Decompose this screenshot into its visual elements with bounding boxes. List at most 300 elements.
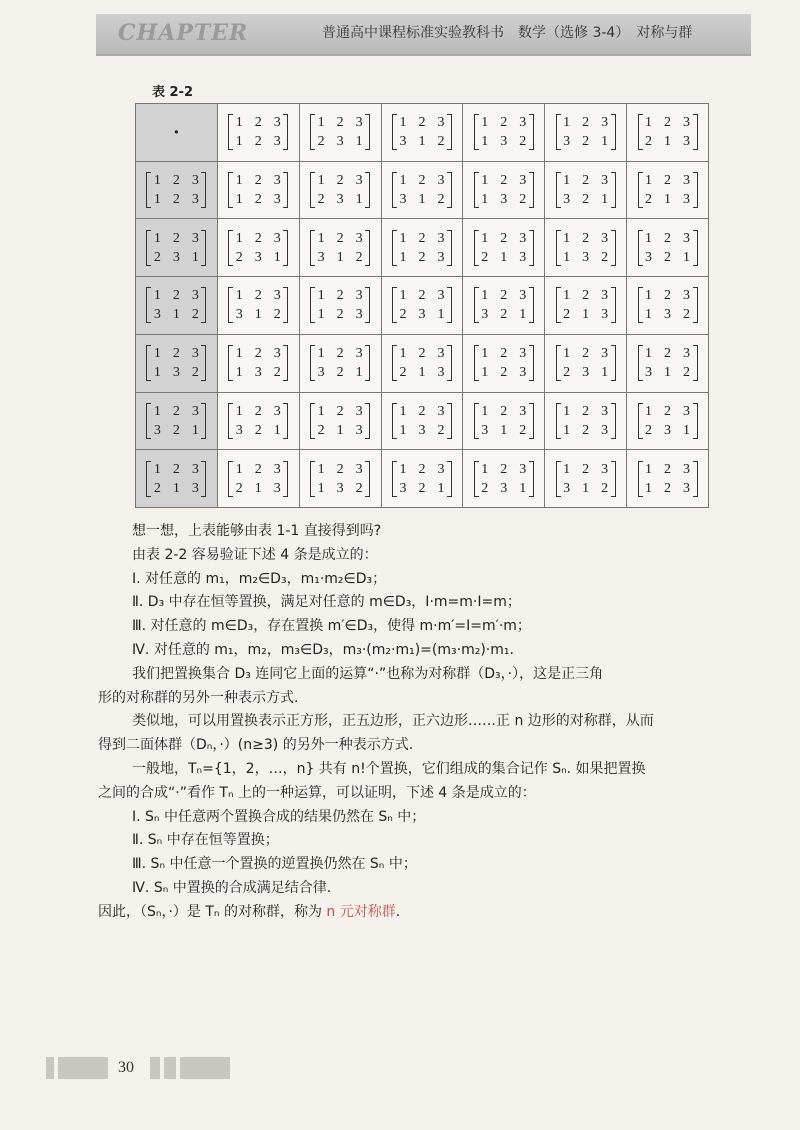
perm-entry: 1: [418, 365, 426, 381]
perm-entry: 3: [664, 307, 672, 323]
perm-top-row: [399, 286, 445, 305]
perm-entry: 2: [418, 403, 426, 419]
perm-entry: 1: [317, 288, 325, 304]
perm-entry: 1: [563, 115, 571, 131]
perm-top-row: [563, 460, 609, 479]
perm-entry: 2: [437, 192, 445, 208]
perm-entry: 3: [273, 346, 281, 362]
perm-top-row: [481, 113, 527, 132]
perm-bottom-row: [481, 305, 527, 324]
perm-entry: 3: [254, 249, 262, 265]
perm-top-row: [235, 286, 281, 305]
column-header-cell: [217, 104, 299, 162]
product-permutation: [228, 171, 288, 209]
perm-entry: 3: [683, 461, 691, 477]
table-cell: [545, 334, 627, 392]
conclusion-text: 因此，（Sₙ，·）是 Tₙ 的对称群，称为: [98, 903, 327, 920]
perm-entry: 3: [437, 173, 445, 189]
perm-entry: 1: [500, 249, 508, 265]
perm-entry: 3: [355, 288, 363, 304]
perm-entry: 3: [601, 173, 609, 189]
perm-entry: 2: [500, 115, 508, 131]
perm-entry: 2: [601, 249, 609, 265]
perm-entry: 2: [418, 461, 426, 477]
perm-entry: 1: [645, 480, 653, 496]
perm-entry: 1: [500, 422, 508, 438]
perm-bottom-row: [153, 305, 199, 324]
product-permutation: [310, 229, 370, 267]
perm-entry: 3: [336, 134, 344, 150]
product-permutation: [392, 402, 452, 440]
perm-entry: 1: [563, 422, 571, 438]
perm-top-row: [399, 113, 445, 132]
row-header-permutation: [146, 171, 206, 209]
row-header-cell: [136, 334, 218, 392]
perm-entry: 1: [235, 230, 243, 246]
perm-entry: 2: [418, 346, 426, 362]
perm-top-row: [399, 171, 445, 190]
perm-entry: 2: [153, 480, 161, 496]
perm-entry: 3: [683, 403, 691, 419]
table-cell: [381, 277, 463, 335]
perm-entry: 3: [437, 346, 445, 362]
perm-top-row: [563, 113, 609, 132]
perm-entry: 2: [336, 307, 344, 323]
perm-entry: 1: [683, 422, 691, 438]
perm-bottom-row: [235, 132, 281, 151]
product-permutation: [228, 402, 288, 440]
perm-top-row: [153, 402, 199, 421]
perm-entry: 2: [664, 480, 672, 496]
perm-bottom-row: [645, 479, 691, 498]
perm-top-row: [235, 402, 281, 421]
table-row: [136, 392, 709, 450]
table-cell: [463, 161, 545, 219]
perm-entry: 2: [235, 480, 243, 496]
perm-entry: 3: [355, 346, 363, 362]
perm-entry: 3: [355, 173, 363, 189]
column-header-permutation: [228, 113, 288, 151]
perm-entry: 1: [317, 115, 325, 131]
perm-entry: 2: [172, 461, 180, 477]
product-permutation: [228, 460, 288, 498]
perm-entry: 1: [601, 134, 609, 150]
perm-top-row: [481, 344, 527, 363]
table-cell: [545, 392, 627, 450]
perm-top-row: [153, 460, 199, 479]
perm-entry: 2: [254, 192, 262, 208]
list-item: Ⅰ. Sₙ 中任意两个置换合成的结果仍然在 Sₙ 中；: [132, 808, 426, 825]
perm-bottom-row: [153, 479, 199, 498]
perm-entry: 1: [683, 249, 691, 265]
table-cell: [627, 219, 709, 277]
footer-block: [58, 1057, 108, 1079]
perm-entry: 2: [153, 249, 161, 265]
cayley-table: [135, 103, 709, 508]
row-header-cell: [136, 161, 218, 219]
perm-entry: 1: [645, 230, 653, 246]
perm-entry: 2: [664, 173, 672, 189]
paragraph: 一般地，Tₙ={1，2，…，n} 共有 n!个置换，它们组成的集合记作 Sₙ. 如果把置换: [132, 760, 646, 777]
perm-entry: 3: [437, 461, 445, 477]
perm-entry: 3: [273, 173, 281, 189]
table-cell: [299, 161, 381, 219]
table-cell: [381, 161, 463, 219]
table-cell: [217, 161, 299, 219]
perm-entry: 3: [273, 230, 281, 246]
list-item: Ⅱ. Sₙ 中存在恒等置换；: [132, 832, 279, 849]
perm-entry: 3: [582, 365, 590, 381]
operator-symbol: ·: [173, 121, 180, 143]
perm-entry: 1: [481, 288, 489, 304]
perm-entry: 2: [582, 422, 590, 438]
perm-bottom-row: [563, 248, 609, 267]
product-permutation: [474, 402, 534, 440]
perm-bottom-row: [399, 190, 445, 209]
perm-entry: 1: [191, 422, 199, 438]
perm-entry: 2: [336, 461, 344, 477]
perm-entry: 2: [500, 403, 508, 419]
perm-entry: 1: [481, 173, 489, 189]
perm-entry: 3: [191, 288, 199, 304]
perm-entry: 1: [153, 173, 161, 189]
perm-entry: 2: [664, 461, 672, 477]
perm-entry: 3: [519, 461, 527, 477]
perm-entry: 2: [254, 346, 262, 362]
list-item: Ⅱ. D₃ 中存在恒等置换，满足对任意的 m∈D₃，I·m=m·I=m；: [132, 594, 521, 611]
perm-entry: 3: [273, 134, 281, 150]
perm-entry: 1: [153, 365, 161, 381]
table-cell: [381, 450, 463, 508]
perm-entry: 2: [582, 115, 590, 131]
perm-entry: 1: [481, 346, 489, 362]
perm-entry: 1: [273, 249, 281, 265]
row-header-permutation: [146, 344, 206, 382]
perm-top-row: [645, 113, 691, 132]
perm-top-row: [563, 229, 609, 248]
perm-entry: 2: [317, 134, 325, 150]
table-caption: 表 2-2: [152, 85, 194, 100]
perm-entry: 2: [664, 346, 672, 362]
product-permutation: [310, 344, 370, 382]
perm-top-row: [481, 402, 527, 421]
perm-entry: 2: [582, 346, 590, 362]
perm-top-row: [317, 344, 363, 363]
perm-top-row: [645, 344, 691, 363]
product-permutation: [474, 286, 534, 324]
perm-entry: 1: [418, 192, 426, 208]
perm-bottom-row: [481, 132, 527, 151]
perm-entry: 1: [481, 192, 489, 208]
perm-top-row: [563, 344, 609, 363]
perm-bottom-row: [317, 363, 363, 382]
perm-top-row: [399, 402, 445, 421]
perm-bottom-row: [399, 248, 445, 267]
perm-entry: 3: [519, 230, 527, 246]
row-header-cell: [136, 219, 218, 277]
perm-top-row: [645, 171, 691, 190]
perm-entry: 3: [563, 480, 571, 496]
perm-entry: 2: [336, 346, 344, 362]
row-header-permutation: [146, 460, 206, 498]
perm-entry: 1: [519, 307, 527, 323]
perm-entry: 2: [254, 403, 262, 419]
perm-bottom-row: [645, 305, 691, 324]
column-header-permutation: [474, 113, 534, 151]
perm-top-row: [317, 171, 363, 190]
perm-entry: 1: [399, 461, 407, 477]
product-permutation: [392, 460, 452, 498]
perm-entry: 1: [355, 134, 363, 150]
perm-entry: 2: [500, 346, 508, 362]
column-header-permutation: [556, 113, 616, 151]
perm-bottom-row: [481, 479, 527, 498]
column-header-permutation: [392, 113, 452, 151]
perm-entry: 2: [254, 115, 262, 131]
perm-entry: 2: [481, 249, 489, 265]
perm-top-row: [645, 460, 691, 479]
table-corner-cell: [136, 104, 218, 162]
perm-entry: 1: [601, 365, 609, 381]
perm-entry: 3: [481, 307, 489, 323]
perm-entry: 1: [317, 307, 325, 323]
perm-bottom-row: [399, 305, 445, 324]
product-permutation: [228, 229, 288, 267]
perm-entry: 3: [172, 365, 180, 381]
table-cell: [463, 277, 545, 335]
paragraph-conclusion: [98, 901, 718, 925]
perm-bottom-row: [235, 479, 281, 498]
perm-entry: 1: [645, 307, 653, 323]
perm-entry: 2: [601, 480, 609, 496]
perm-entry: 1: [437, 480, 445, 496]
perm-entry: 3: [481, 422, 489, 438]
perm-entry: 2: [664, 230, 672, 246]
perm-entry: 2: [418, 230, 426, 246]
perm-entry: 2: [582, 134, 590, 150]
perm-entry: 1: [153, 403, 161, 419]
table-cell: [381, 392, 463, 450]
perm-bottom-row: [153, 190, 199, 209]
perm-entry: 3: [519, 249, 527, 265]
perm-bottom-row: [399, 132, 445, 151]
perm-top-row: [317, 402, 363, 421]
perm-entry: 2: [254, 422, 262, 438]
perm-entry: 2: [254, 134, 262, 150]
perm-entry: 3: [563, 192, 571, 208]
perm-entry: 1: [399, 288, 407, 304]
table-cell: [463, 450, 545, 508]
perm-top-row: [399, 229, 445, 248]
perm-entry: 1: [582, 307, 590, 323]
perm-entry: 2: [418, 249, 426, 265]
perm-entry: 3: [683, 173, 691, 189]
perm-entry: 3: [191, 461, 199, 477]
perm-entry: 2: [172, 422, 180, 438]
perm-entry: 1: [601, 192, 609, 208]
perm-entry: 2: [418, 115, 426, 131]
perm-entry: 3: [418, 307, 426, 323]
column-header-permutation: [310, 113, 370, 151]
perm-entry: 1: [399, 230, 407, 246]
perm-entry: 2: [582, 403, 590, 419]
table-cell: [627, 161, 709, 219]
product-permutation: [638, 460, 698, 498]
table-cell: [627, 334, 709, 392]
perm-entry: 3: [254, 365, 262, 381]
perm-entry: 2: [500, 365, 508, 381]
perm-entry: 1: [645, 173, 653, 189]
perm-entry: 3: [355, 307, 363, 323]
perm-entry: 1: [235, 134, 243, 150]
perm-entry: 1: [563, 249, 571, 265]
perm-entry: 1: [563, 288, 571, 304]
table-cell: [545, 161, 627, 219]
perm-entry: 1: [336, 422, 344, 438]
perm-entry: 3: [500, 480, 508, 496]
table-cell: [299, 392, 381, 450]
perm-entry: 3: [601, 115, 609, 131]
perm-entry: 1: [336, 249, 344, 265]
footer-block: [46, 1057, 54, 1079]
perm-entry: 1: [172, 307, 180, 323]
perm-entry: 1: [355, 365, 363, 381]
perm-entry: 2: [582, 230, 590, 246]
perm-entry: 2: [437, 422, 445, 438]
product-permutation: [392, 171, 452, 209]
perm-entry: 3: [601, 230, 609, 246]
perm-top-row: [235, 460, 281, 479]
table-cell: [381, 219, 463, 277]
perm-bottom-row: [563, 479, 609, 498]
perm-entry: 3: [437, 288, 445, 304]
perm-entry: 2: [336, 403, 344, 419]
perm-entry: 2: [355, 249, 363, 265]
perm-entry: 3: [582, 249, 590, 265]
paragraph: 我们把置换集合 D₃ 连同它上面的运算“·”也称为对称群（D₃，·），这是正三角: [132, 665, 604, 682]
perm-entry: 2: [172, 403, 180, 419]
column-header-cell: [627, 104, 709, 162]
product-permutation: [228, 286, 288, 324]
perm-entry: 3: [519, 346, 527, 362]
perm-entry: 3: [519, 403, 527, 419]
perm-entry: 2: [399, 365, 407, 381]
perm-bottom-row: [235, 248, 281, 267]
perm-top-row: [317, 286, 363, 305]
perm-entry: 3: [519, 115, 527, 131]
list-item: Ⅲ. Sₙ 中任意一个置换的逆置换仍然在 Sₙ 中；: [132, 856, 417, 873]
perm-entry: 3: [273, 480, 281, 496]
table-cell: [299, 277, 381, 335]
perm-entry: 3: [191, 192, 199, 208]
row-header-permutation: [146, 402, 206, 440]
perm-top-row: [645, 402, 691, 421]
perm-entry: 3: [191, 230, 199, 246]
perm-entry: 3: [683, 346, 691, 362]
perm-entry: 3: [355, 230, 363, 246]
perm-entry: 2: [664, 288, 672, 304]
perm-entry: 3: [519, 288, 527, 304]
perm-entry: 3: [317, 365, 325, 381]
paragraph: 想一想，上表能够由表 1-1 直接得到吗?: [132, 523, 382, 539]
perm-entry: 1: [254, 307, 262, 323]
perm-entry: 1: [153, 230, 161, 246]
perm-top-row: [153, 344, 199, 363]
product-permutation: [556, 402, 616, 440]
product-permutation: [556, 171, 616, 209]
perm-entry: 3: [437, 365, 445, 381]
perm-entry: 1: [645, 461, 653, 477]
perm-entry: 1: [235, 115, 243, 131]
perm-top-row: [235, 344, 281, 363]
perm-entry: 1: [235, 403, 243, 419]
perm-entry: 3: [645, 365, 653, 381]
perm-bottom-row: [563, 363, 609, 382]
perm-entry: 3: [235, 307, 243, 323]
perm-entry: 3: [601, 307, 609, 323]
perm-entry: 1: [645, 403, 653, 419]
paragraph: 形的对称群的另外一种表示方式.: [98, 689, 299, 706]
perm-entry: 1: [519, 480, 527, 496]
perm-entry: 2: [582, 461, 590, 477]
table-cell: [627, 277, 709, 335]
table-cell: [299, 219, 381, 277]
perm-entry: 1: [645, 115, 653, 131]
perm-entry: 1: [437, 307, 445, 323]
perm-entry: 1: [254, 480, 262, 496]
perm-top-row: [481, 229, 527, 248]
table-row: [136, 219, 709, 277]
footer-block: [150, 1057, 160, 1079]
perm-entry: 3: [153, 422, 161, 438]
perm-entry: 2: [254, 173, 262, 189]
perm-entry: 1: [399, 403, 407, 419]
perm-entry: 2: [664, 403, 672, 419]
product-permutation: [638, 286, 698, 324]
perm-entry: 3: [172, 249, 180, 265]
perm-entry: 2: [254, 230, 262, 246]
perm-entry: 1: [582, 480, 590, 496]
perm-entry: 3: [418, 422, 426, 438]
row-header-cell: [136, 450, 218, 508]
perm-entry: 3: [399, 480, 407, 496]
perm-entry: 2: [500, 307, 508, 323]
perm-entry: 3: [683, 134, 691, 150]
perm-top-row: [317, 229, 363, 248]
column-header-cell: [299, 104, 381, 162]
column-header-permutation: [638, 113, 698, 151]
perm-entry: 2: [519, 134, 527, 150]
perm-entry: 1: [399, 422, 407, 438]
perm-entry: 1: [481, 461, 489, 477]
perm-entry: 3: [601, 422, 609, 438]
perm-bottom-row: [235, 363, 281, 382]
perm-entry: 2: [336, 365, 344, 381]
perm-entry: 3: [664, 422, 672, 438]
perm-entry: 2: [500, 288, 508, 304]
perm-top-row: [153, 286, 199, 305]
perm-entry: 3: [191, 480, 199, 496]
table-cell: [545, 450, 627, 508]
perm-entry: 1: [235, 173, 243, 189]
perm-entry: 2: [582, 288, 590, 304]
product-permutation: [474, 171, 534, 209]
perm-entry: 3: [500, 134, 508, 150]
perm-entry: 3: [437, 403, 445, 419]
perm-bottom-row: [317, 305, 363, 324]
perm-top-row: [399, 460, 445, 479]
perm-entry: 1: [235, 365, 243, 381]
